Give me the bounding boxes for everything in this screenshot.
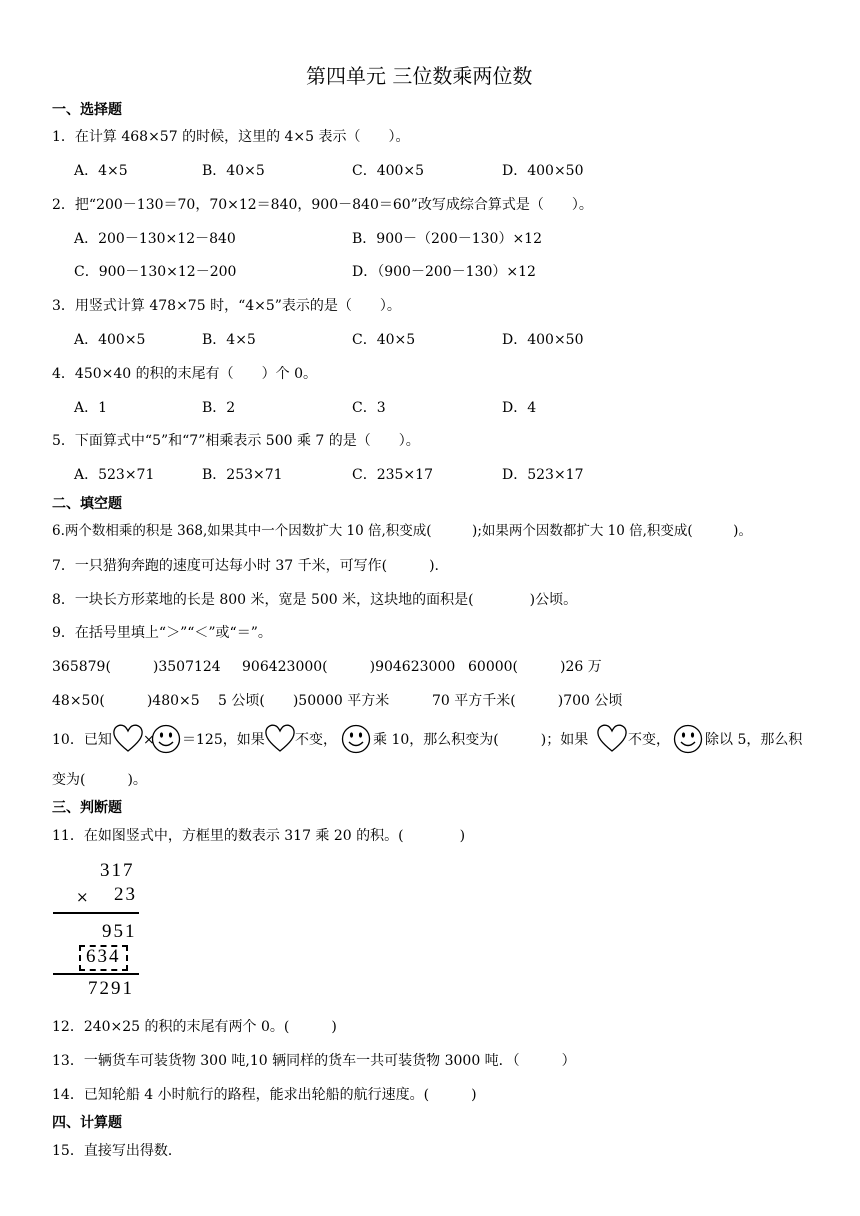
section-heading-fill: 二、填空题 [52, 496, 122, 512]
q10-times: × [143, 732, 155, 748]
page-title: 第四单元 三位数乘两位数 [306, 64, 533, 88]
q5-option-d[interactable]: D．523×17 [502, 467, 584, 483]
q4-option-d[interactable]: D．4 [502, 400, 537, 416]
section-heading-judge: 三、判断题 [52, 800, 122, 816]
q10-text-6: 除以 5，那么积 [705, 732, 803, 748]
q2-option-c[interactable]: C．900－130×12－200 [74, 264, 237, 280]
q5-option-a[interactable]: A．523×71 [74, 467, 155, 483]
q5-option-b[interactable]: B．253×71 [202, 467, 283, 483]
q9-compare-1: 365879( )3507124 [52, 659, 221, 675]
question-4-stem: 4．450×40 的积的末尾有（ ）个 0。 [52, 366, 317, 382]
question-1-stem: 1．在计算 468×57 的时候，这里的 4×5 表示（ ）。 [52, 129, 410, 145]
calc-rule-2 [53, 973, 139, 975]
q9-compare-6: 70 平方千米( )700 公顷 [432, 693, 623, 709]
smiley-icon [151, 724, 181, 754]
q2-option-d[interactable]: D．（900－200－130）×12 [352, 264, 536, 280]
q1-option-b[interactable]: B．40×5 [202, 163, 265, 179]
q10-text-3: 不变， [295, 732, 337, 748]
heart-icon [112, 722, 144, 754]
heart-icon [596, 722, 628, 754]
question-13: 13．一辆货车可装货物 300 吨,10 辆同样的货车一共可装货物 3000 吨．（ ） [52, 1053, 576, 1069]
question-6: 6.两个数相乘的积是 368,如果其中一个因数扩大 10 倍,积变成( );如果两个因数都扩大 10 倍,积变成( )。 [52, 523, 752, 539]
q2-option-a[interactable]: A．200－130×12－840 [74, 231, 236, 247]
question-5-stem: 5．下面算式中“5”和“7”相乘表示 500 乘 7 的是（ ）。 [52, 433, 420, 449]
calc-multiplicand: 317 [100, 860, 135, 881]
question-9-stem: 9．在括号里填上“＞”“＜”或“＝”。 [52, 625, 272, 641]
q10-text-4: 乘 10，那么积变为( )；如果 [373, 732, 589, 748]
question-7: 7．一只猎狗奔跑的速度可达每小时 37 千米，可写作( ). [52, 558, 439, 574]
q10-text-2: ＝125，如果 [182, 732, 265, 748]
q5-option-c[interactable]: C．235×17 [352, 467, 433, 483]
calc-result: 7291 [88, 978, 134, 999]
q1-option-d[interactable]: D．400×50 [502, 163, 584, 179]
q9-compare-3: 60000( )26 万 [468, 659, 602, 675]
q4-option-c[interactable]: C．3 [352, 400, 386, 416]
question-3-stem: 3．用竖式计算 478×75 时，“4×5”表示的是（ ）。 [52, 298, 401, 314]
q10-text-5: 不变， [628, 732, 670, 748]
calc-partial-1: 951 [102, 921, 137, 942]
q1-option-c[interactable]: C．400×5 [352, 163, 425, 179]
q4-option-b[interactable]: B．2 [202, 400, 236, 416]
calc-multiplier: 23 [114, 884, 137, 905]
q9-compare-2: 906423000( )904623000 [242, 659, 456, 675]
calc-rule-1 [53, 912, 139, 914]
q10-line-2: 变为( )。 [52, 772, 147, 788]
q2-option-b[interactable]: B．900－（200－130）×12 [352, 231, 542, 247]
question-11-stem: 11．在如图竖式中，方框里的数表示 317 乘 20 的积。( ) [52, 828, 466, 844]
question-12: 12．240×25 的积的末尾有两个 0。( ) [52, 1019, 337, 1035]
smiley-icon [673, 724, 703, 754]
calc-times-sign: × [76, 888, 89, 906]
q10-text-1: 10．已知 [52, 732, 112, 748]
q3-option-d[interactable]: D．400×50 [502, 332, 584, 348]
q9-compare-5: 5 公顷( )50000 平方米 [218, 693, 390, 709]
question-15: 15．直接写出得数． [52, 1143, 182, 1159]
question-14: 14．已知轮船 4 小时航行的路程，能求出轮船的航行速度。( ) [52, 1087, 477, 1103]
section-heading-choice: 一、选择题 [52, 102, 122, 118]
question-2-stem: 2．把“200－130＝70，70×12＝840，900－840＝60”改写成综合算式是（ ）。 [52, 197, 593, 213]
q1-option-a[interactable]: A．4×5 [74, 163, 128, 179]
smiley-icon [341, 724, 371, 754]
q4-option-a[interactable]: A．1 [74, 400, 108, 416]
heart-icon [264, 722, 296, 754]
calc-partial-2: 634 [86, 946, 121, 967]
q9-compare-4: 48×50( )480×5 [52, 693, 200, 709]
q3-option-a[interactable]: A．400×5 [74, 332, 146, 348]
q3-option-b[interactable]: B．4×5 [202, 332, 256, 348]
q3-option-c[interactable]: C．40×5 [352, 332, 416, 348]
section-heading-calc: 四、计算题 [52, 1115, 122, 1131]
question-8: 8．一块长方形菜地的长是 800 米，宽是 500 米，这块地的面积是( )公顷。 [52, 592, 578, 608]
